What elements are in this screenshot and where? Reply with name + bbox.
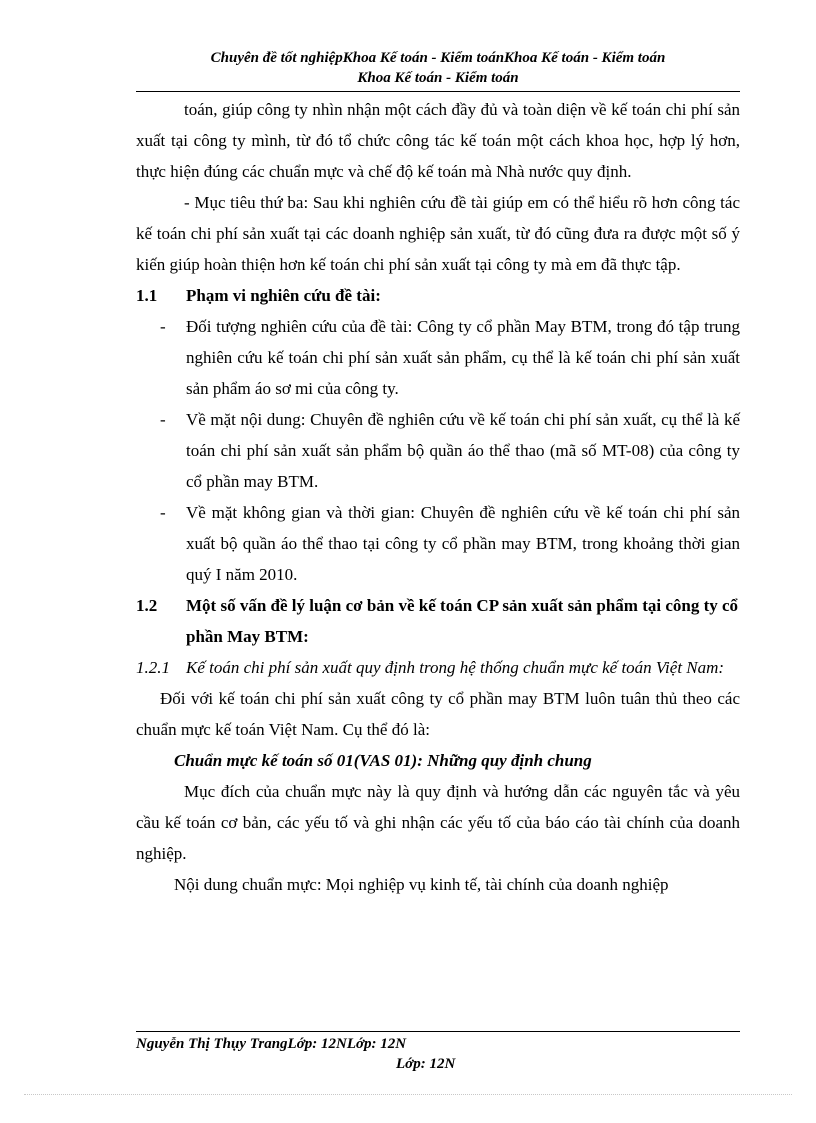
footer-line-1: Nguyễn Thị Thụy TrangLớp: 12NLớp: 12N bbox=[136, 1036, 407, 1052]
footer-rule bbox=[136, 1031, 740, 1032]
section-title: Một số vấn đề lý luận cơ bản về kế toán CP sản xuất sản phẩm tại công ty cổ phần May BTM: bbox=[186, 596, 739, 646]
subsection-heading-1-2-1 bbox=[136, 652, 740, 683]
subsection-title: Kế toán chi phí sản xuất quy định trong hệ thống chuẩn mực kế toán Việt Nam: bbox=[186, 658, 725, 677]
page-bottom-edge bbox=[24, 1094, 792, 1095]
paragraph-5: Nội dung chuẩn mực: Mọi nghiệp vụ kinh tế, tài chính của doanh nghiệp bbox=[174, 875, 669, 894]
paragraph-4: Mục đích của chuẩn mực này là quy định và hướng dẫn các nguyên tắc và yêu cầu kế toán cơ bản, các yếu tố và ghi nhận các yếu tố của báo cáo tài chính của doanh nghiệp. bbox=[136, 782, 740, 863]
bullet-item-3 bbox=[136, 497, 740, 590]
section-title: Phạm vi nghiên cứu đề tài: bbox=[186, 286, 381, 305]
section-heading-1-2 bbox=[136, 590, 740, 652]
document-body bbox=[136, 94, 740, 900]
subsection-number: 1.2.1 bbox=[136, 658, 170, 677]
bullet-text: Về mặt nội dung: Chuyên đề nghiên cứu về kế toán chi phí sản xuất, cụ thể là kế toán chi phí sản xuất sản phẩm bộ quần áo thể thao (mã số MT-08) của công ty cổ phần may BTM. bbox=[186, 410, 740, 491]
bullet-dash: - bbox=[160, 503, 166, 522]
bullet-dash: - bbox=[160, 410, 166, 429]
standard-title: Chuẩn mực kế toán số 01(VAS 01): Những quy định chung bbox=[174, 751, 592, 770]
bullet-item-1 bbox=[136, 311, 740, 404]
footer-line-2: Lớp: 12N bbox=[396, 1056, 456, 1072]
paragraph-2: - Mục tiêu thứ ba: Sau khi nghiên cứu đề tài giúp em có thể hiểu rõ hơn công tác kế toán chi phí sản xuất tại các doanh nghiệp sản xuất, từ đó cũng đưa ra được một số ý kiến giúp hoàn thiện hơn kế toán chi phí sản xuất tại công ty mà em đã thực tập. bbox=[136, 193, 740, 274]
bullet-text: Đối tượng nghiên cứu của đề tài: Công ty cổ phần May BTM, trong đó tập trung nghiên cứu kế toán chi phí sản xuất sản phẩm, cụ thể là kế toán chi phí sản xuất sản phẩm áo sơ mi của công ty. bbox=[186, 317, 740, 398]
header-line-2: Khoa Kế toán - Kiểm toán bbox=[357, 70, 519, 86]
bullet-dash: - bbox=[160, 317, 166, 336]
header-rule bbox=[136, 91, 740, 92]
paragraph-1: toán, giúp công ty nhìn nhận một cách đầy đủ và toàn diện về kế toán chi phí sản xuất tại công ty mình, từ đó tổ chức công tác kế toán một cách khoa học, hợp lý hơn, thực hiện đúng các chuẩn mực và chế độ kế toán mà Nhà nước quy định. bbox=[136, 100, 740, 181]
bullet-item-2 bbox=[136, 404, 740, 497]
bullet-text: Về mặt không gian và thời gian: Chuyên đề nghiên cứu về kế toán chi phí sản xuất bộ quần áo thể thao tại công ty cổ phần may BTM, trong khoảng thời gian quý I năm 2010. bbox=[186, 503, 740, 584]
section-heading-1-1 bbox=[136, 280, 740, 311]
section-number: 1.1 bbox=[136, 286, 158, 305]
page-header bbox=[136, 48, 740, 88]
paragraph-3: Đối với kế toán chi phí sản xuất công ty cổ phần may BTM luôn tuân thủ theo các chuẩn mực kế toán Việt Nam. Cụ thể đó là: bbox=[136, 689, 740, 739]
section-number: 1.2 bbox=[136, 596, 158, 615]
header-line-1: Chuyên đề tốt nghiệpKhoa Kế toán - Kiểm toánKhoa Kế toán - Kiểm toán bbox=[210, 50, 666, 66]
page-footer bbox=[136, 1034, 740, 1074]
